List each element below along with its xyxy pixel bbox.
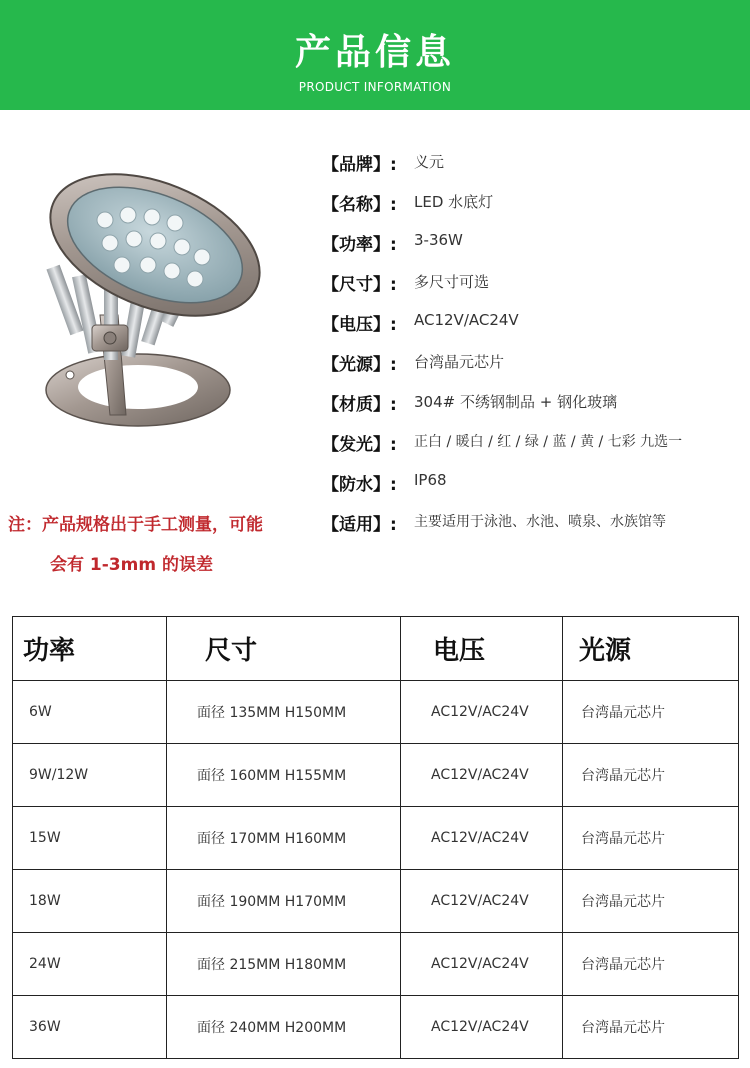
cell-light-source: 台湾晶元芯片 — [563, 744, 739, 807]
cell-light-source: 台湾晶元芯片 — [563, 933, 739, 996]
page-subtitle: PRODUCT INFORMATION — [298, 80, 452, 94]
spec-value: 304# 不绣钢制品 + 钢化玻璃 — [414, 393, 618, 411]
table-row — [13, 744, 739, 807]
spec-row-name — [322, 190, 750, 214]
spec-row-light-source — [322, 350, 750, 374]
cell-voltage: AC12V/AC24V — [401, 744, 563, 807]
header-light-source: 光源 — [563, 617, 739, 681]
table-row — [13, 870, 739, 933]
cell-power: 36W — [13, 996, 167, 1059]
spec-value: 3-36W — [414, 231, 463, 249]
cell-voltage: AC12V/AC24V — [401, 807, 563, 870]
spec-key: 【品牌】: — [322, 155, 397, 175]
page-title: 产品信息 — [294, 32, 455, 73]
spec-row-application — [322, 510, 750, 534]
spec-row-power — [322, 230, 750, 254]
spec-key: 【材质】: — [322, 395, 397, 415]
note-line-2: 会有 1-3mm 的误差 — [50, 555, 213, 575]
spec-value: 正白 / 暖白 / 红 / 绿 / 蓝 / 黄 / 七彩 九选一 — [414, 434, 683, 450]
cell-light-source: 台湾晶元芯片 — [563, 870, 739, 933]
cell-size: 面径 190MM H170MM — [167, 870, 401, 933]
cell-voltage: AC12V/AC24V — [401, 996, 563, 1059]
cell-voltage: AC12V/AC24V — [401, 933, 563, 996]
spec-value: 多尺寸可选 — [414, 273, 490, 291]
header-voltage: 电压 — [401, 617, 563, 681]
spec-row-waterproof — [322, 470, 750, 494]
spec-value: 义元 — [414, 153, 445, 171]
header-size: 尺寸 — [167, 617, 401, 681]
cell-voltage: AC12V/AC24V — [401, 870, 563, 933]
spec-key: 【电压】: — [322, 315, 397, 335]
spec-key: 【尺寸】: — [322, 275, 397, 295]
spec-key: 【光源】: — [322, 355, 397, 375]
spec-row-brand — [322, 150, 750, 174]
cell-light-source: 台湾晶元芯片 — [563, 996, 739, 1059]
cell-light-source: 台湾晶元芯片 — [563, 807, 739, 870]
spec-key: 【发光】: — [322, 435, 397, 455]
spec-key: 【适用】: — [322, 515, 397, 535]
spec-value: AC12V/AC24V — [414, 311, 519, 329]
note-line-1: 注：产品规格出于手工测量，可能 — [8, 515, 263, 535]
cell-power: 24W — [13, 933, 167, 996]
power-size-table — [12, 616, 739, 1059]
spec-value: IP68 — [414, 471, 447, 489]
table-header-row — [13, 617, 739, 681]
cell-power: 6W — [13, 681, 167, 744]
cell-power: 9W/12W — [13, 744, 167, 807]
table-row — [13, 807, 739, 870]
spec-key: 【名称】: — [322, 195, 397, 215]
cell-size: 面径 160MM H155MM — [167, 744, 401, 807]
spec-row-light-color — [322, 430, 750, 454]
spec-value: LED 水底灯 — [414, 193, 494, 211]
cell-power: 18W — [13, 870, 167, 933]
cell-size: 面径 240MM H200MM — [167, 996, 401, 1059]
spec-key: 【功率】: — [322, 235, 397, 255]
table-row — [13, 996, 739, 1059]
spec-value: 台湾晶元芯片 — [414, 353, 505, 371]
cell-size: 面径 215MM H180MM — [167, 933, 401, 996]
underwater-light-image — [30, 165, 270, 430]
spec-row-voltage — [322, 310, 750, 334]
table-row — [13, 933, 739, 996]
spec-value: 主要适用于泳池、水池、喷泉、水族馆等 — [414, 514, 666, 530]
cell-size: 面径 135MM H150MM — [167, 681, 401, 744]
cell-light-source: 台湾晶元芯片 — [563, 681, 739, 744]
spec-key: 【防水】: — [322, 475, 397, 495]
cell-voltage: AC12V/AC24V — [401, 681, 563, 744]
cell-power: 15W — [13, 807, 167, 870]
header-banner — [0, 0, 750, 110]
cell-size: 面径 170MM H160MM — [167, 807, 401, 870]
table-row — [13, 681, 739, 744]
header-power: 功率 — [13, 617, 167, 681]
spec-row-size — [322, 270, 750, 294]
spec-row-material — [322, 390, 750, 414]
